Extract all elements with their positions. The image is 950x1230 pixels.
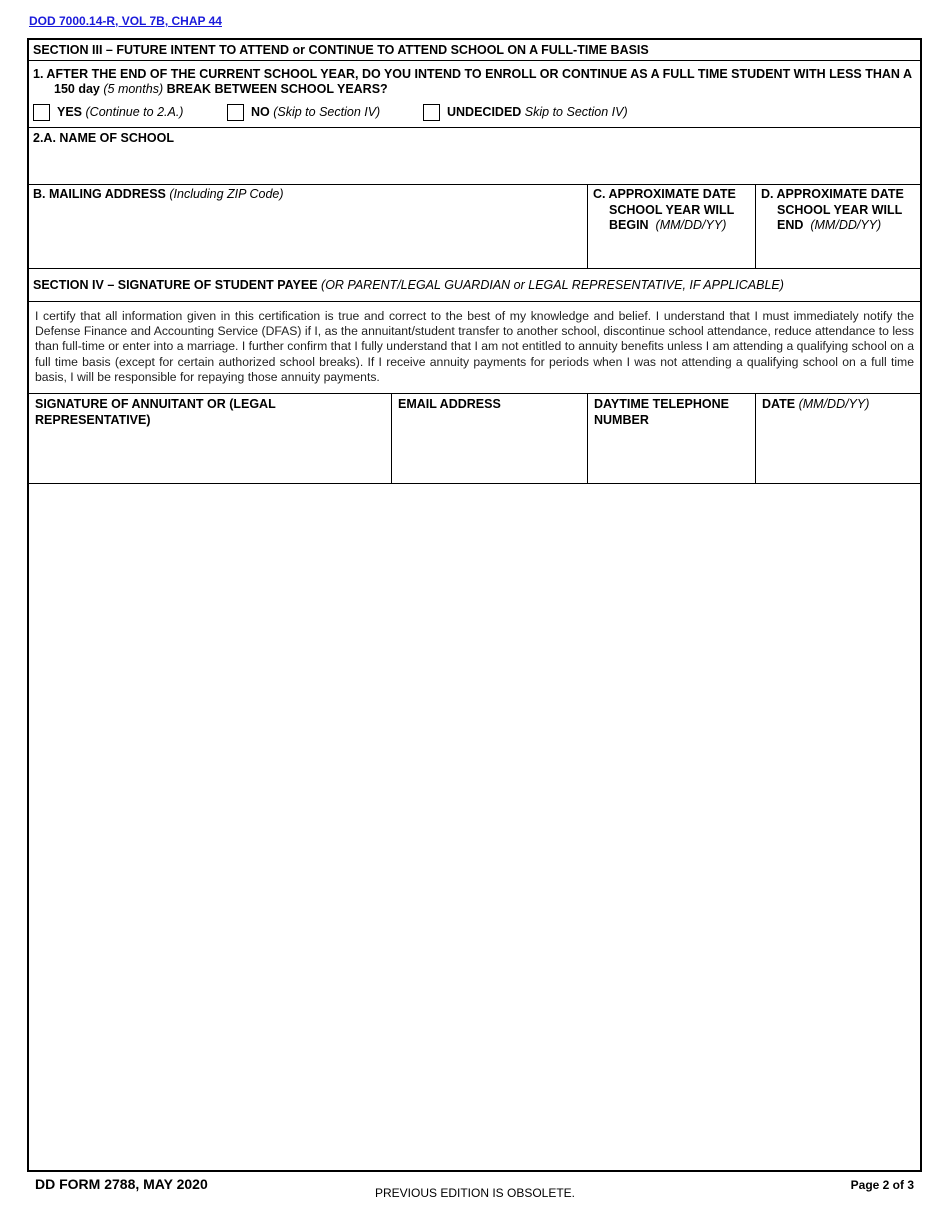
no-label: NO (251, 105, 270, 119)
name-of-school-label: 2.A. NAME OF SCHOOL (33, 131, 174, 145)
question-1-line1: 1. AFTER THE END OF THE CURRENT SCHOOL YEAR, DO YOU INTEND TO ENROLL OR CONTINUE AS A FULL TIME STUDENT WITH LESS THAN A (33, 67, 912, 81)
undecided-label: UNDECIDED (447, 105, 522, 119)
signature-row (29, 394, 920, 484)
section-4-title: SECTION IV – SIGNATURE OF STUDENT PAYEE (OR PARENT/LEGAL GUARDIAN or LEGAL REPRESENTATIVE, IF APPLICABLE) (33, 278, 784, 292)
signature-label: SIGNATURE OF ANNUITANT OR (LEGAL REPRESENTATIVE) (35, 397, 276, 427)
section-3-header (29, 40, 920, 61)
undecided-checkbox[interactable] (423, 104, 440, 121)
mailing-address-field[interactable] (29, 185, 587, 268)
end-date-field[interactable] (755, 185, 920, 268)
form-frame (27, 38, 922, 1172)
question-1-rest: BREAK BETWEEN SCHOOL YEARS? (166, 82, 388, 96)
no-note: (Skip to Section IV) (273, 105, 381, 119)
certification-text: I certify that all information given in this certification is true and correct to the best of my knowledge and belief. I understand that I must immediately notify the Defense Finance and Accounting Service (DFAS) if I, as the annuitant/student transfer to another school, discontinue school attendance, reduce attendance to less than full-time or enter into a marriage. I further confirm that I fully understand that I am not entitled to annuity benefits unless I am attending a qualifying school on a full time basis (except for certain authorized school breaks). If I receive annuity payments for periods when I was not attending a qualifying school on a full time basis, I will be responsible for repaying those annuity payments. (35, 309, 914, 384)
yes-checkbox[interactable] (33, 104, 50, 121)
end-date-label: D. APPROXIMATE DATE SCHOOL YEAR WILL END (MM/DD/YY) (761, 187, 904, 232)
certification-statement (29, 302, 920, 394)
yes-label: YES (57, 105, 83, 119)
name-of-school-field[interactable] (29, 128, 920, 185)
edition-note: PREVIOUS EDITION IS OBSOLETE. (374, 1186, 576, 1200)
page-number: Page 2 of 3 (850, 1178, 914, 1192)
mailing-address-label: B. MAILING ADDRESS (Including ZIP Code) (33, 187, 284, 201)
email-label: EMAIL ADDRESS (398, 397, 501, 411)
option-yes[interactable] (33, 97, 183, 127)
email-field[interactable] (391, 394, 587, 483)
signature-date-label: DATE (MM/DD/YY) (762, 397, 870, 411)
no-checkbox[interactable] (227, 104, 244, 121)
section-3-title: SECTION III – FUTURE INTENT TO ATTEND or CONTINUE TO ATTEND SCHOOL ON A FULL-TIME BASIS (33, 43, 649, 57)
signature-date-field[interactable] (755, 394, 920, 483)
question-1-line2 (54, 82, 388, 96)
signature-field[interactable] (29, 394, 391, 483)
question-1-options (29, 97, 920, 128)
question-1-duration: 150 day (54, 82, 100, 96)
begin-date-field[interactable] (587, 185, 755, 268)
section-4-header (29, 269, 920, 302)
option-no[interactable] (227, 97, 380, 127)
question-1-months: (5 months) (103, 82, 164, 96)
form-id: DD FORM 2788, MAY 2020 (35, 1176, 208, 1192)
yes-note: (Continue to 2.A.) (85, 105, 184, 119)
phone-field[interactable] (587, 394, 755, 483)
undecided-note: Skip to Section IV) (524, 105, 628, 119)
begin-date-label: C. APPROXIMATE DATE SCHOOL YEAR WILL BEGIN (MM/DD/YY) (593, 187, 736, 232)
address-dates-row (29, 185, 920, 269)
regulation-reference-link[interactable]: DOD 7000.14-R, VOL 7B, CHAP 44 (29, 14, 222, 28)
option-undecided[interactable] (423, 97, 628, 127)
question-1 (29, 61, 920, 97)
phone-label: DAYTIME TELEPHONE NUMBER (594, 397, 729, 427)
